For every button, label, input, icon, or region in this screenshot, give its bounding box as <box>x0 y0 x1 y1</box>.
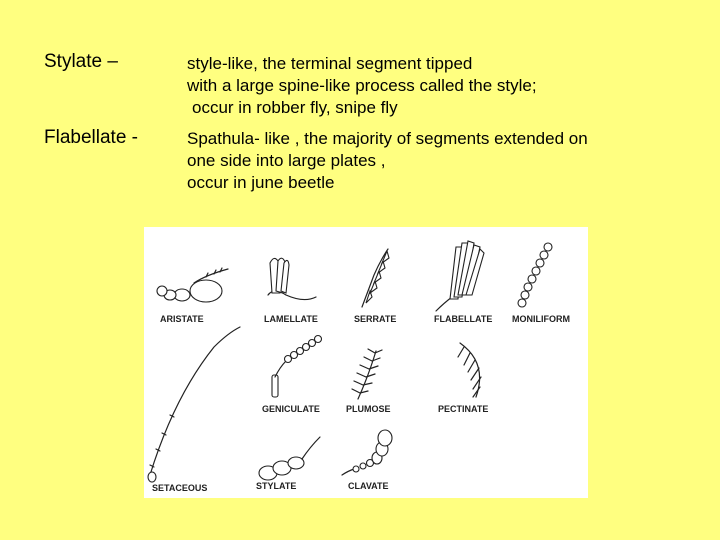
geniculate-antenna-drawing <box>272 336 322 398</box>
definition-line: Spathula- like , the majority of segments extended on <box>187 129 588 148</box>
definition-stylate <box>187 53 537 119</box>
lamellate-antenna-drawing <box>268 258 316 299</box>
label-aristate: ARISTATE <box>160 314 204 324</box>
definition-line: with a large spine-like process called the style; <box>187 76 537 95</box>
label-serrate: SERRATE <box>354 314 397 324</box>
label-geniculate: GENICULATE <box>262 404 320 414</box>
flabellate-antenna-drawing <box>436 241 484 311</box>
label-flabellate: FLABELLATE <box>434 314 493 324</box>
label-stylate: STYLATE <box>256 481 297 491</box>
definition-line: occur in june beetle <box>187 173 335 192</box>
antenna-types-figure <box>144 227 588 498</box>
clavate-antenna-drawing <box>342 430 392 475</box>
serrate-antenna-drawing <box>362 249 389 307</box>
label-moniliform: MONILIFORM <box>512 314 570 324</box>
label-setaceous: SETACEOUS <box>152 483 208 493</box>
stylate-antenna-drawing <box>259 437 320 480</box>
definition-flabellate <box>187 128 588 194</box>
definition-line: occur in robber fly, snipe fly <box>192 98 398 117</box>
label-lamellate: LAMELLATE <box>264 314 318 324</box>
setaceous-antenna-drawing <box>148 327 240 482</box>
moniliform-antenna-drawing <box>518 243 552 307</box>
aristate-antenna-drawing <box>157 268 228 302</box>
pectinate-antenna-drawing <box>458 343 481 397</box>
term-flabellate: Flabellate - <box>44 127 138 148</box>
term-stylate: Stylate – <box>44 51 118 72</box>
plumose-antenna-drawing <box>352 349 382 399</box>
label-plumose: PLUMOSE <box>346 404 391 414</box>
label-clavate: CLAVATE <box>348 481 389 491</box>
definition-line: one side into large plates , <box>187 151 386 170</box>
label-pectinate: PECTINATE <box>438 404 489 414</box>
definition-line: style-like, the terminal segment tipped <box>187 54 473 73</box>
